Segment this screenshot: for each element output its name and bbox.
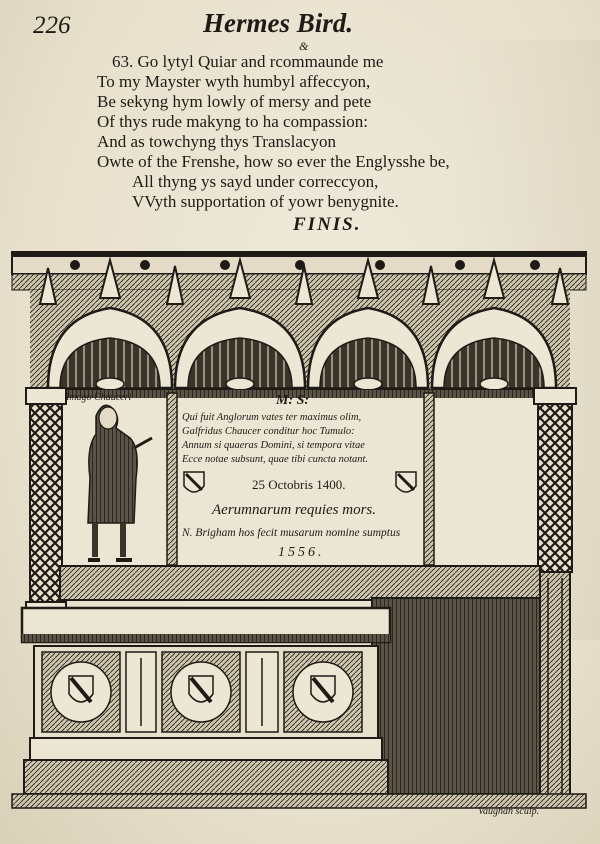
plaque-heading: M: S: [276, 393, 310, 408]
plaque-date: 25 Octobris 1400. [252, 477, 346, 492]
superscript-mark: & [299, 39, 309, 53]
verse-line: To my Mayster wyth humbyl affeccyon, [97, 72, 371, 91]
engraver-credit: Vaughan sculp. [478, 806, 540, 817]
stanza-number: 63. [112, 52, 134, 71]
running-title: Hermes Bird. [203, 8, 354, 38]
plaque-dedication: N. Brigham hos fecit musarum nomine sumptus [182, 527, 401, 539]
verse-line-text: Go lytyl Quiar and rcommaunde me [137, 52, 384, 71]
page-number: 226 [33, 12, 71, 39]
portrait-caption: Imago Chauceri [66, 392, 132, 403]
plaque-line: Ecce notae subsunt, quae tibi cuncta notant. [182, 454, 369, 465]
plaque-line: Qui fuit Anglorum vates ter maximus olim, [182, 412, 362, 423]
plaque-motto: Aerumnarum requies mors. [212, 502, 377, 518]
finis-mark: FINIS. [293, 214, 362, 235]
verse-line: Be sekyng hym lowly of mersy and pete [97, 92, 372, 111]
chaucer-tomb-engraving [0, 238, 600, 818]
verse-line: All thyng ys sayd under correccyon, [132, 172, 379, 191]
tomb-recess-shadow [372, 598, 540, 794]
niche-ledge [60, 566, 540, 600]
tomb-chest [22, 608, 390, 794]
verse-line: And as towchyng thys Translacyon [97, 132, 336, 151]
verse-line: Of thys rude makyng to ha compassion: [97, 112, 369, 131]
plaque-line: Galfridus Chaucer conditur hoc Tumulo: [182, 426, 355, 437]
plaque-line: Annum si quaeras Domini, si tempora vitae [182, 440, 365, 451]
plaque-year: 1556. [278, 545, 325, 560]
verse-line: VVyth supportation of yowr benygnite. [132, 192, 399, 211]
verse-line: Owte of the Frenshe, how so ever the Englysshe be, [97, 152, 450, 171]
verse-line [112, 52, 383, 72]
